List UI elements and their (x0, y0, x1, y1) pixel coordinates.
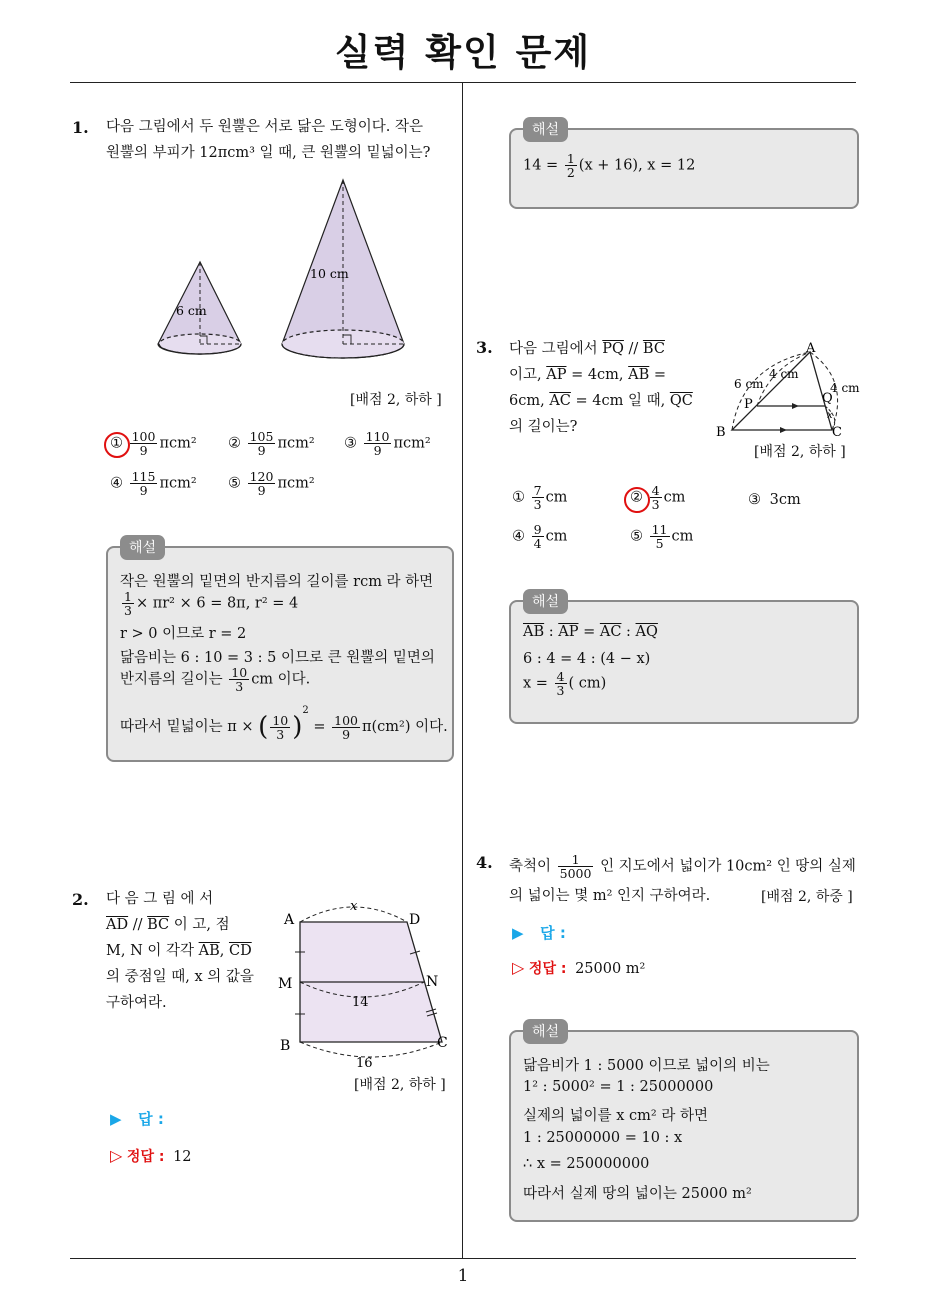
q3-sol-line2: 6 : 4 = 4 : (4 − x) (523, 651, 651, 667)
q3-choice-3[interactable]: ③ 3cm (748, 492, 801, 508)
q4-correct-row (512, 958, 645, 978)
q2-vertex-d: D (409, 912, 421, 928)
q1-line2: 원뿔의 부피가 12πcm³ 일 때, 큰 원뿔의 밑넓이는? (106, 145, 431, 161)
play-icon: ▶ (110, 1110, 122, 1128)
q4-answer-label: 답 : (540, 924, 566, 942)
q4-correct-label: 정답 : (528, 961, 567, 977)
q2-line2: $\overline{AD} // \overline{BC}$ 이 고, 점 (106, 917, 230, 933)
q1-choice-1[interactable]: ① $\frac{100}{9}$ πcm² (110, 429, 197, 458)
q2-point-n: N (426, 974, 439, 990)
q3-vertex-b: B (716, 425, 726, 440)
q1-choice-3[interactable]: ③ $\frac{110}{9}$ πcm² (344, 429, 431, 458)
q2-vertex-b: B (280, 1038, 291, 1054)
q3-line1: 다음 그림에서 $\overline{PQ} // \overline{BC}$ (509, 341, 665, 357)
q1-score: [배점 2, 하하 ] (350, 392, 442, 408)
play-icon: ▶ (512, 924, 524, 942)
q4-correct-value: 25000 m² (575, 961, 646, 977)
q3-triangle-figure (712, 340, 862, 445)
q2-point-m: M (278, 976, 293, 992)
q4-sol-line1: 닮음비가 1 : 5000 이므로 넓이의 비는 (523, 1058, 770, 1074)
q2-label-x: x (350, 899, 358, 914)
column-divider (462, 83, 463, 1259)
q4-sol-line3: 실제의 넓이를 x cm² 라 하면 (523, 1108, 708, 1124)
q2-correct-label: 정답 : (126, 1149, 165, 1165)
q1-sol-line4: 닮음비는 6 : 10 = 3 : 5 이므로 큰 원뿔의 밑면의 (120, 650, 435, 666)
q2-trapezoid-figure (272, 894, 457, 1074)
q2-correct-value: 12 (173, 1149, 192, 1165)
q3-label-x: x (827, 410, 833, 421)
q4-score: [배점 2, 하중 ] (761, 889, 853, 905)
q3-line3: 6cm, $\overline{AC} = 4cm$ 일 때, $\overline{QC}$ (509, 393, 693, 409)
q2-line3: M, N 이 각각 $\overline{AB}$, $\overline{CD}$ (106, 943, 252, 959)
q4-line1: 축척이 $\frac{1}{5000}$ 인 지도에서 넓이가 10cm² 인 땅의 실제 (509, 852, 856, 881)
q1-line1: 다음 그림에서 두 원뿔은 서로 닮은 도형이다. 작은 (106, 119, 424, 135)
q3-number: 3. (476, 338, 493, 357)
q1-sol-line3: r > 0 이므로 r = 2 (120, 626, 247, 642)
q3-text (509, 336, 697, 440)
q2-answer-label: 답 : (138, 1110, 164, 1128)
q2-line4: 의 중점일 때, x 의 값을 (106, 969, 254, 985)
q1-choice-4[interactable]: ④ $\frac{115}{9}$ πcm² (110, 469, 197, 498)
q1-choice-5[interactable]: ⑤ $\frac{120}{9}$ πcm² (228, 469, 315, 498)
q4-sol-line6: 따라서 실제 땅의 넓이는 25000 m² (523, 1186, 752, 1202)
q1-solution-tag: 해설 (120, 535, 165, 560)
q3-line2: 이고, $\overline{AP} = 4cm$, $\overline{AB}$ = (509, 367, 667, 383)
q3-vertex-c: C (832, 425, 842, 440)
q3-choice-5[interactable]: ⑤ $\frac{11}{5}$ cm (630, 522, 694, 551)
q1-small-cone-label: 6 cm (176, 303, 207, 318)
q1-sol-line5: 반지름의 길이는 $\frac{10}{3}$ cm 이다. (120, 665, 311, 694)
q3-choice-2[interactable]: ② $\frac{4}{3}$ cm (630, 483, 686, 512)
q2-line1: 다 음 그 림 에 서 (106, 891, 214, 907)
q3-solution-tag: 해설 (523, 589, 568, 614)
q3-point-q: Q (822, 391, 833, 406)
q2-correct-row (110, 1146, 192, 1166)
q2-vertex-a: A (284, 912, 295, 928)
q3-vertex-a: A (806, 341, 816, 356)
q1-choice-2[interactable]: ② $\frac{105}{9}$ πcm² (228, 429, 315, 458)
q3-point-p: P (744, 397, 753, 412)
q4-answer-row[interactable] (512, 922, 566, 943)
q3-choice-4[interactable]: ④ $\frac{9}{4}$ cm (512, 522, 568, 551)
q1-number: 1. (72, 118, 89, 137)
q4-sol-line2: 1² : 5000² = 1 : 25000000 (523, 1079, 714, 1095)
page-number: 1 (457, 1266, 469, 1286)
q3-sol-line1: $\overline{AB}$ : $\overline{AP} = \overline{AC}$ : $\overline{AQ}$ (523, 624, 658, 640)
q3-choice-1[interactable]: ① $\frac{7}{3}$ cm (512, 483, 568, 512)
q2-sol-line1: 14 = $\frac{1}{2}$ (x + 16), x = 12 (523, 151, 696, 180)
q4-sol-line5: ∴ x = 250000000 (523, 1156, 650, 1172)
q4-number: 4. (476, 853, 493, 872)
q3-solution-box (509, 594, 859, 724)
q2-line5: 구하여라. (106, 995, 167, 1011)
bottom-rule (70, 1258, 856, 1259)
q2-label-mid: 14 (352, 995, 369, 1010)
q2-answer-row[interactable] (110, 1108, 164, 1129)
q2-vertex-c: C (437, 1035, 448, 1051)
q3-sol-line3: x = $\frac{4}{3}$ ( cm) (523, 669, 607, 698)
q2-label-bottom: 16 (356, 1056, 373, 1071)
q1-sol-line6: 따라서 밑넓이는 π × ( $\frac{10}{3}$ )$^2$ = $\frac{100}{9}$ π(cm²) 이다. (120, 705, 448, 742)
q1-text (106, 114, 456, 166)
q3-label-ab: 6 cm (734, 377, 764, 391)
q2-text (106, 886, 262, 1016)
q1-cones-figure (150, 172, 415, 372)
page-title: 실력 확인 문제 (334, 31, 592, 74)
top-rule (70, 82, 856, 83)
q1-sol-line1: 작은 원뿔의 밑면의 반지름의 길이를 rcm 라 하면 (120, 574, 434, 590)
triangle-outline-icon: ▷ (110, 1146, 123, 1165)
triangle-outline-icon: ▷ (512, 958, 525, 977)
q2-number: 2. (72, 890, 89, 909)
q4-line2: 의 넓이는 몇 m² 인지 구하여라. (509, 888, 711, 904)
q1-sol-line2: $\frac{1}{3}$ × πr² × 6 = 8π, r² = 4 (124, 589, 299, 618)
q2-solution-tag: 해설 (523, 117, 568, 142)
q3-label-ap: 4 cm (769, 367, 799, 381)
q2-solution-box (509, 122, 859, 209)
q1-large-cone-label: 10 cm (310, 266, 349, 281)
q4-solution-box (509, 1024, 859, 1222)
q3-score: [배점 2, 하하 ] (754, 444, 846, 460)
q2-score: [배점 2, 하하 ] (354, 1077, 446, 1093)
q3-label-ac: 4 cm (830, 381, 860, 395)
q4-solution-tag: 해설 (523, 1019, 568, 1044)
q1-solution-box (106, 540, 454, 762)
q3-line4: 의 길이는? (509, 419, 578, 435)
q4-sol-line4: 1 : 25000000 = 10 : x (523, 1130, 683, 1146)
